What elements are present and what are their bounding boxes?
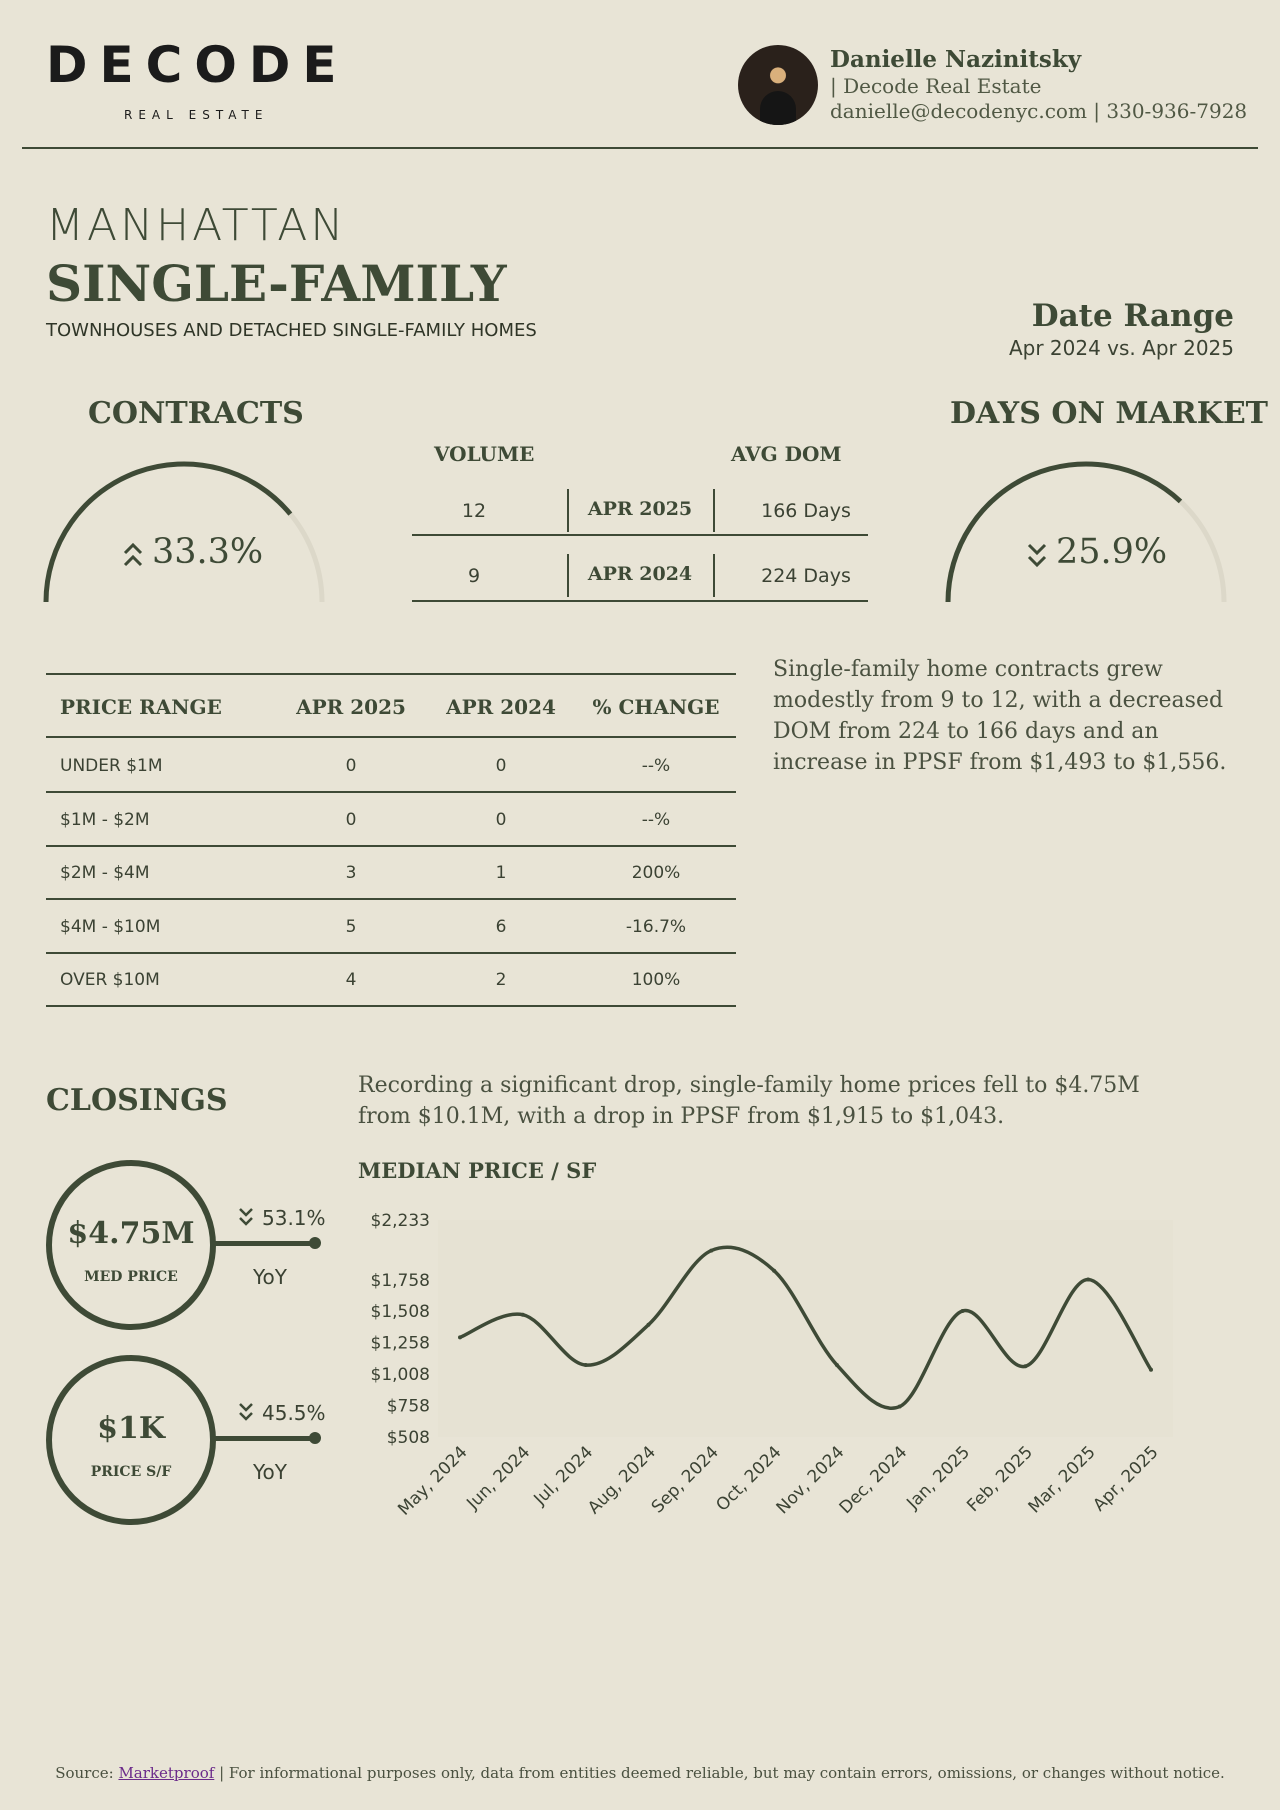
y-tick-label: $1,008 <box>370 1365 430 1386</box>
avg-dom-header: AVG DOM <box>731 442 842 466</box>
dom-heading: DAYS ON MARKET <box>950 396 1269 431</box>
volume-header: VOLUME <box>434 442 535 466</box>
dom-change: 25.9% <box>1056 532 1168 572</box>
data-point <box>584 1363 588 1367</box>
x-tick-label: Oct, 2024 <box>712 1442 786 1516</box>
x-tick-label: Jun, 2024 <box>463 1442 535 1514</box>
table-top-rule <box>46 673 736 675</box>
period-apr-2025: APR 2025 <box>587 498 693 520</box>
median-price-yoy: YoY <box>253 1265 288 1289</box>
x-tick-label: Jan, 2025 <box>903 1442 975 1514</box>
summary-bottom-rule <box>412 600 868 602</box>
data-point <box>1086 1278 1090 1282</box>
table-cell: 0 <box>345 756 357 776</box>
table-cell: 6 <box>495 917 507 937</box>
data-point <box>709 1249 713 1253</box>
table-cell: 2 <box>495 970 507 990</box>
contracts-summary-text: Single-family home contracts grew modestly from 9 to 12, with a decreased DOM from 224 to 166 days and an increase in PPSF from $1,493 to $1,556. <box>773 657 1227 775</box>
table-cell: 200% <box>631 863 681 883</box>
table-cell: OVER $10M <box>60 970 160 990</box>
period-apr-2024: APR 2024 <box>587 563 693 585</box>
table-cell: 0 <box>345 810 357 830</box>
y-tick-label: $1,758 <box>370 1270 430 1291</box>
table-cell: 100% <box>631 970 681 990</box>
table-cell: UNDER $1M <box>60 756 163 776</box>
x-tick-label: Mar, 2025 <box>1024 1442 1100 1518</box>
agent-name: Danielle Nazinitsky <box>830 46 1082 73</box>
dom-apr-2025: 166 Days <box>761 500 851 522</box>
closings-heading: CLOSINGS <box>46 1083 228 1118</box>
header-divider <box>22 147 1258 149</box>
brand-logo: DECODE <box>46 36 349 94</box>
table-cell: $1M - $2M <box>60 810 150 830</box>
col-header-apr-2024: APR 2024 <box>446 695 556 719</box>
dom-apr-2024: 224 Days <box>761 565 851 587</box>
chevrons-up-icon <box>122 539 144 571</box>
price-sf-ring <box>46 1355 216 1525</box>
table-header-rule <box>46 736 736 738</box>
table-cell: --% <box>641 756 671 776</box>
col-header-price-range: PRICE RANGE <box>60 695 222 719</box>
agent-company: | Decode Real Estate <box>830 74 1042 98</box>
contracts-heading: CONTRACTS <box>88 396 304 431</box>
marketproof-link[interactable]: Marketproof <box>118 1764 215 1782</box>
table-cell: $4M - $10M <box>60 917 161 937</box>
data-point <box>521 1313 525 1317</box>
y-tick-label: $2,233 <box>370 1211 430 1231</box>
closings-summary-text: Recording a significant drop, single-family home prices fell to $4.75M from $10.1M, with a drop in PPSF from $1,915 to $1,043. <box>358 1073 1140 1129</box>
median-price-label: MED PRICE <box>84 1269 178 1285</box>
x-tick-label: Feb, 2025 <box>963 1442 1037 1517</box>
agent-contact: danielle@decodenyc.com | 330-936-7928 <box>830 99 1248 123</box>
summary-col-divider <box>713 489 715 532</box>
data-point <box>646 1323 650 1327</box>
table-row-rule <box>46 845 736 847</box>
table-cell: 0 <box>495 756 507 776</box>
page-title: SINGLE-FAMILY <box>46 254 507 313</box>
table-cell: $2M - $4M <box>60 863 150 883</box>
contracts-change: 33.3% <box>152 532 264 572</box>
y-tick-label: $508 <box>386 1428 430 1448</box>
median-price-change: 53.1% <box>262 1206 326 1230</box>
page-subtitle: TOWNHOUSES AND DETACHED SINGLE-FAMILY HOMES <box>46 320 537 341</box>
summary-row-divider <box>412 534 868 536</box>
x-tick-label: May, 2024 <box>394 1442 472 1520</box>
data-point <box>1149 1368 1153 1372</box>
data-point <box>898 1405 902 1409</box>
chevrons-down-icon <box>1026 539 1048 571</box>
data-point <box>835 1363 839 1367</box>
footer-prefix: Source: <box>55 1764 119 1782</box>
price-sf-change: 45.5% <box>262 1401 326 1425</box>
data-point <box>1023 1364 1027 1368</box>
table-cell: 4 <box>345 970 357 990</box>
y-tick-label: $1,508 <box>370 1302 430 1323</box>
col-header-apr-2025: APR 2025 <box>296 695 406 719</box>
y-tick-label: $758 <box>386 1396 430 1417</box>
chart-plot-area <box>438 1220 1173 1437</box>
table-cell: 5 <box>345 917 357 937</box>
median-price-connector <box>215 1241 315 1246</box>
summary-col-divider <box>567 554 569 597</box>
price-sf-label: PRICE S/F <box>90 1464 172 1480</box>
chevrons-down-icon <box>238 1206 254 1230</box>
x-tick-label: Jul, 2024 <box>530 1442 598 1510</box>
median-price-sf-chart <box>358 1200 1208 1530</box>
x-tick-label: Nov, 2024 <box>772 1442 849 1519</box>
date-range-value: Apr 2024 vs. Apr 2025 <box>1008 336 1234 360</box>
median-price-value: $4.75M <box>67 1216 195 1251</box>
data-point <box>961 1309 965 1313</box>
x-tick-label: Apr, 2025 <box>1089 1442 1163 1516</box>
footer-disclaimer: | For informational purposes only, data from entities deemed reliable, but may contain errors, omissions, or changes without notice. <box>214 1764 1225 1782</box>
table-cell: 3 <box>345 863 357 883</box>
table-cell: -16.7% <box>625 917 687 937</box>
table-row-rule <box>46 952 736 954</box>
y-tick-label: $1,258 <box>370 1333 430 1354</box>
table-row-rule <box>46 791 736 793</box>
price-sf-connector-dot <box>309 1432 321 1444</box>
price-sf-yoy: YoY <box>253 1460 288 1484</box>
x-tick-label: Aug, 2024 <box>584 1442 660 1519</box>
chevrons-down-icon <box>238 1401 254 1425</box>
table-bottom-rule <box>46 1005 736 1007</box>
chart-title: MEDIAN PRICE / SF <box>358 1158 597 1183</box>
agent-avatar <box>738 45 818 125</box>
brand-tagline: REAL ESTATE <box>124 108 269 122</box>
volume-apr-2024: 9 <box>467 565 481 587</box>
col-header-change: % CHANGE <box>592 695 720 719</box>
date-range-label: Date Range <box>1031 298 1234 334</box>
data-point <box>772 1269 776 1273</box>
price-sf-connector <box>215 1436 315 1441</box>
median-price-connector-dot <box>309 1237 321 1249</box>
summary-col-divider <box>713 554 715 597</box>
table-cell: 1 <box>495 863 507 883</box>
price-sf-value: $1K <box>97 1411 165 1446</box>
table-cell: --% <box>641 810 671 830</box>
page-city: MANHATTAN <box>46 200 347 251</box>
median-price-ring <box>46 1160 216 1330</box>
footer-source <box>0 1764 1280 1782</box>
summary-col-divider <box>567 489 569 532</box>
table-row-rule <box>46 898 736 900</box>
volume-apr-2025: 12 <box>461 500 487 522</box>
x-tick-label: Dec, 2024 <box>835 1442 912 1519</box>
table-cell: 0 <box>495 810 507 830</box>
x-tick-label: Sep, 2024 <box>647 1442 723 1518</box>
data-point <box>458 1335 462 1339</box>
